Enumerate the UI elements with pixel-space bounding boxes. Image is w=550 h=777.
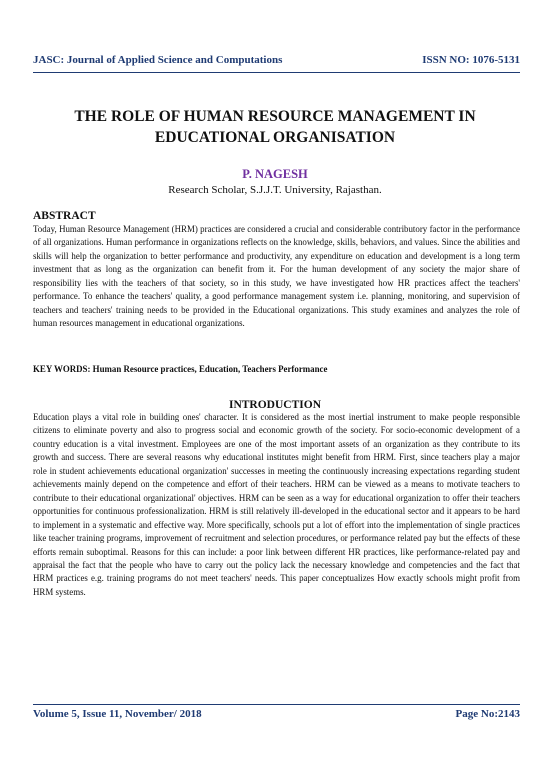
introduction-text: Education plays a vital role in building ones' character. It is considered as the most inertial instrument to make people responsible citizens to eliminate poverty and also to progress social and economic growth of the society. For socio-economic development of a country education is a vital investment. Employees are one of the most important assets of an organization as they contribute to its growth and success. There are several reasons why educational institutes might benefit from HRM. First, since teachers play a major role in student achievements educational organization' successes in meeting the continuously increasing expectations regarding student achievements mainly depend on the competence and effort of their teachers. HRM can be viewed as a means to motivate teachers to contribute to their educational organizational' objectives. HRM can be seen as a way for educational organization to offer their teachers opportunities for continuous professionalization. HRM is still relatively ill-developed in the educational sector and it appears to be hard to implement in a systematic and effective way. More specifically, schools put a lot of effort into the implementation of single practices like teacher training programs, improvement of recruitment and selection procedures, or performance related pay but the effects of these efforts remain suboptimal. Reasons for this can include: a poor link between different HR practices, like performance-related pay and appraisal the fact that the people who have to carry out the policy lack the necessary knowledge and competencies and the fact that HRM practices e.g. training programs do not meet teachers' needs. This paper conceptualizes How exactly schools might profit from HRM systems. xyxy=(33,412,520,597)
abstract-heading: ABSTRACT xyxy=(33,210,96,222)
paper-title xyxy=(40,106,510,148)
author-name: P. NAGESH xyxy=(242,167,308,181)
issn-number: ISSN NO: 1076-5131 xyxy=(422,54,520,66)
page-header xyxy=(33,54,520,72)
page-number: Page No:2143 xyxy=(455,708,520,720)
header-divider xyxy=(33,72,520,73)
page-footer xyxy=(33,708,520,726)
author-affiliation: Research Scholar, S.J.J.T. University, Rajasthan. xyxy=(168,184,382,196)
abstract-text: Today, Human Resource Management (HRM) practices are considered a crucial and considerable contributory factor in the performance of all organizations. Human performance in organizations reflects on the knowledge, skills, behaviors, and values. Since the abilities and skills will help the organization to better performance and productivity, any expenditure on education and development is a long term investment that as long as the organization can benefit from it. For the human development of any society the major share of responsibility lies with the teachers of that society, so in this study, we have investigated how HR practices affect the teachers' performance. To enhance the teachers' quality, a good performance management system i.e. planning, monitoring, and supervision of teachers and teachers' training needs to be provided in the Educational organizations. This study examines and analyzes the role of human resources management in educational organizations. xyxy=(33,224,520,329)
keywords: KEY WORDS: Human Resource practices, Education, Teachers Performance xyxy=(33,364,328,374)
introduction-heading: INTRODUCTION xyxy=(228,399,321,411)
volume-issue: Volume 5, Issue 11, November/ 2018 xyxy=(33,708,202,720)
title-line-2: EDUCATIONAL ORGANISATION xyxy=(154,129,396,146)
title-line-1: THE ROLE OF HUMAN RESOURCE MANAGEMENT IN xyxy=(74,108,476,125)
footer-divider xyxy=(33,704,520,705)
journal-name: JASC: Journal of Applied Science and Computations xyxy=(33,54,283,66)
